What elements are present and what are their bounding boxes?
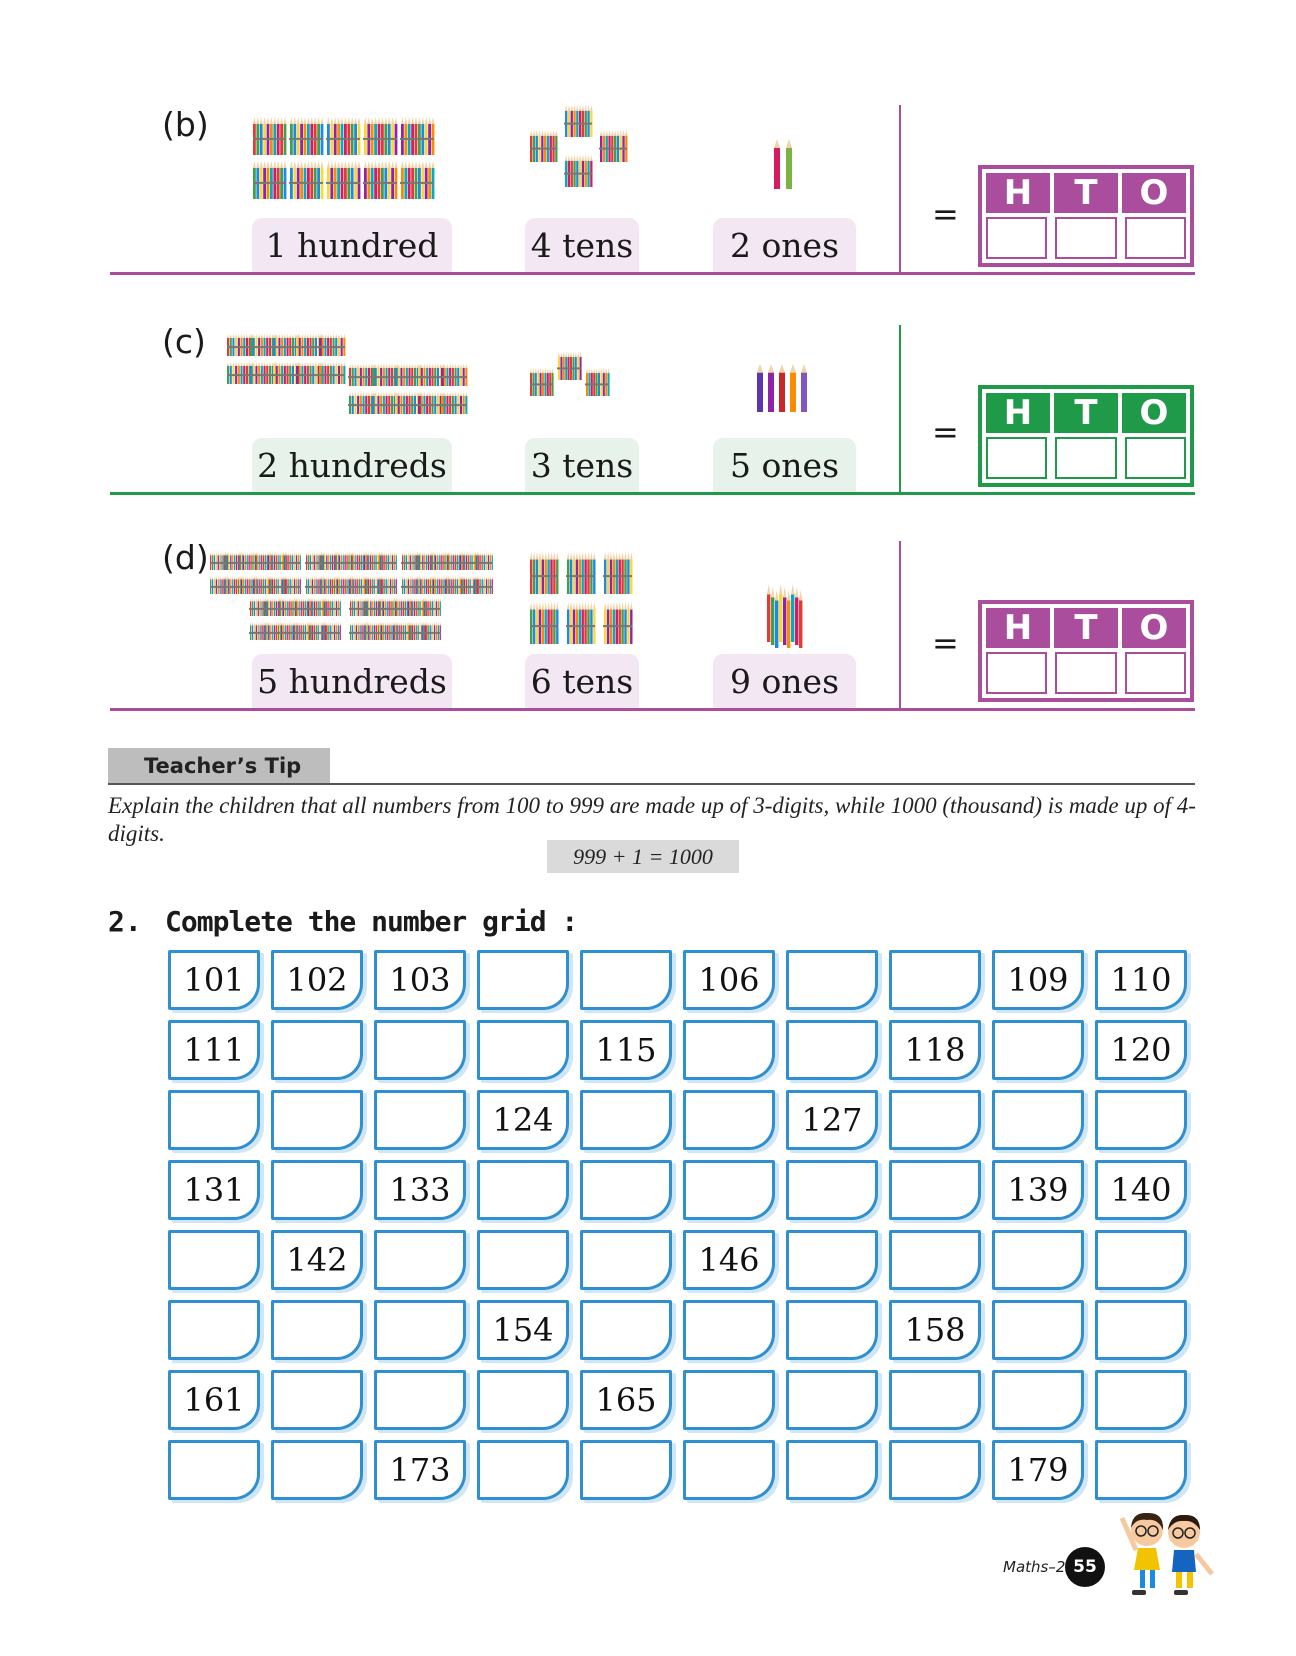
grid-cell[interactable] [889,950,981,1010]
grid-cell: 115 [580,1020,672,1080]
teacher-tip-rule [108,783,1195,785]
section-c [110,280,1195,495]
hundreds-pencil-bundles [227,332,477,417]
tens-label: 4 tens [525,218,639,272]
hto-t-header: T [1054,608,1118,648]
grid-cell[interactable] [580,1440,672,1500]
grid-cell[interactable] [477,1370,569,1430]
section-baseline [110,492,1195,495]
hundreds-pencil-bundles [253,115,453,215]
grid-cell: 158 [889,1300,981,1360]
hto-box [978,600,1194,702]
question-title: Complete the number grid : [165,905,578,938]
grid-cell[interactable] [889,1090,981,1150]
number-grid [168,950,1187,1500]
ones-pencils [770,135,810,195]
hto-o-answer[interactable] [1125,437,1186,479]
section-divider [899,541,901,711]
hto-t-answer[interactable] [1055,217,1116,259]
grid-cell[interactable] [477,1230,569,1290]
grid-cell[interactable] [168,1300,260,1360]
grid-cell[interactable] [992,1300,1084,1360]
grid-cell[interactable] [168,1440,260,1500]
grid-cell[interactable] [374,1300,466,1360]
grid-cell: 101 [168,950,260,1010]
tens-pencil-bundles [530,105,630,200]
hto-o-header: O [1122,173,1186,213]
grid-cell: 103 [374,950,466,1010]
grid-cell: 118 [889,1020,981,1080]
grid-cell[interactable] [477,1440,569,1500]
hto-h-answer[interactable] [986,217,1047,259]
grid-cell: 127 [786,1090,878,1150]
tens-pencil-bundles [530,350,620,410]
section-b [110,60,1195,275]
hto-h-header: H [986,608,1050,648]
hto-o-header: O [1122,608,1186,648]
grid-cell[interactable] [786,1300,878,1360]
hundreds-pencil-bundles [210,552,500,644]
grid-cell[interactable] [374,1020,466,1080]
grid-cell: 111 [168,1020,260,1080]
grid-cell[interactable] [374,1230,466,1290]
ones-label: 9 ones [713,654,856,708]
grid-cell[interactable] [992,1370,1084,1430]
grid-cell[interactable] [271,1370,363,1430]
grid-cell: 120 [1095,1020,1187,1080]
grid-cell[interactable] [889,1440,981,1500]
hundreds-label: 2 hundreds [252,438,452,492]
teacher-tip-text: Explain the children that all numbers from 100 to 999 are made up of 3-digits, while 1000 (thousand) is made up of 4-digits. [108,793,1196,846]
grid-cell[interactable] [477,950,569,1010]
section-divider [899,105,901,275]
grid-cell[interactable] [683,1370,775,1430]
question-number: 2. [108,905,142,938]
tens-label: 3 tens [525,438,639,492]
section-label: (b) [162,105,209,144]
grid-cell[interactable] [786,1020,878,1080]
grid-cell[interactable] [992,1090,1084,1150]
grid-cell[interactable] [477,1160,569,1220]
grid-cell: 173 [374,1440,466,1500]
ones-label: 2 ones [713,218,856,272]
hto-t-header: T [1054,173,1118,213]
grid-cell: 109 [992,950,1084,1010]
grid-cell[interactable] [374,1090,466,1150]
grid-cell[interactable] [889,1230,981,1290]
hto-h-header: H [986,393,1050,433]
grid-cell[interactable] [271,1090,363,1150]
teacher-tip-tab: Teacher’s Tip [108,748,330,784]
equals-sign: = [932,413,959,451]
section-baseline [110,272,1195,275]
grid-cell: 142 [271,1230,363,1290]
grid-cell[interactable] [580,1300,672,1360]
hto-o-header: O [1122,393,1186,433]
hto-h-answer[interactable] [986,437,1047,479]
grid-cell[interactable] [374,1370,466,1430]
grid-cell: 131 [168,1160,260,1220]
grid-cell[interactable] [889,1370,981,1430]
grid-cell[interactable] [1095,1440,1187,1500]
grid-cell[interactable] [683,1440,775,1500]
grid-cell[interactable] [786,1440,878,1500]
section-d [110,496,1195,711]
teacher-tip-equation: 999 + 1 = 1000 [547,840,739,873]
grid-cell: 124 [477,1090,569,1150]
grid-cell[interactable] [580,1230,672,1290]
section-label: (d) [162,538,209,577]
tens-pencil-bundles [530,552,640,652]
grid-cell[interactable] [786,1230,878,1290]
grid-cell[interactable] [580,1090,672,1150]
grid-cell: 110 [1095,950,1187,1010]
grid-cell[interactable] [271,1160,363,1220]
grid-cell[interactable] [786,1370,878,1430]
hto-box [978,165,1194,267]
grid-cell: 165 [580,1370,672,1430]
grid-cell: 106 [683,950,775,1010]
hundreds-label: 5 hundreds [252,654,452,708]
grid-cell[interactable] [168,1090,260,1150]
grid-cell[interactable] [1095,1370,1187,1430]
grid-cell: 161 [168,1370,260,1430]
ones-pencils [755,362,815,417]
section-divider [899,325,901,495]
hto-h-answer[interactable] [986,652,1047,694]
grid-cell[interactable] [1095,1300,1187,1360]
grid-cell[interactable] [992,1020,1084,1080]
grid-cell[interactable] [683,1090,775,1150]
grid-cell[interactable] [683,1020,775,1080]
grid-cell[interactable] [271,1020,363,1080]
grid-cell: 139 [992,1160,1084,1220]
grid-cell: 102 [271,950,363,1010]
grid-cell[interactable] [477,1020,569,1080]
hto-h-header: H [986,173,1050,213]
grid-cell[interactable] [168,1230,260,1290]
grid-cell: 154 [477,1300,569,1360]
hto-o-answer[interactable] [1125,217,1186,259]
section-baseline [110,708,1195,711]
grid-cell: 179 [992,1440,1084,1500]
hto-t-header: T [1054,393,1118,433]
grid-cell: 146 [683,1230,775,1290]
page-number: 55 [1065,1547,1105,1587]
equals-sign: = [932,195,959,233]
grid-cell: 133 [374,1160,466,1220]
grid-cell[interactable] [271,1300,363,1360]
equals-sign: = [932,624,959,662]
grid-cell[interactable] [889,1160,981,1220]
hto-t-answer[interactable] [1055,652,1116,694]
ones-pencils [765,582,810,652]
grid-cell[interactable] [580,1160,672,1220]
hto-t-answer[interactable] [1055,437,1116,479]
grid-cell[interactable] [786,1160,878,1220]
hto-box [978,385,1194,487]
ones-label: 5 ones [713,438,856,492]
hundreds-label: 1 hundred [252,218,452,272]
hto-o-answer[interactable] [1125,652,1186,694]
section-label: (c) [162,322,206,361]
grid-cell: 140 [1095,1160,1187,1220]
grid-cell[interactable] [683,1160,775,1220]
tens-label: 6 tens [525,654,639,708]
grid-cell[interactable] [683,1300,775,1360]
grid-cell[interactable] [580,950,672,1010]
book-title: Maths–2 [1003,1558,1066,1576]
grid-cell[interactable] [992,1230,1084,1290]
grid-cell[interactable] [1095,1090,1187,1150]
children-mascot-icon [1112,1508,1222,1598]
grid-cell[interactable] [786,950,878,1010]
grid-cell[interactable] [1095,1230,1187,1290]
grid-cell[interactable] [271,1440,363,1500]
